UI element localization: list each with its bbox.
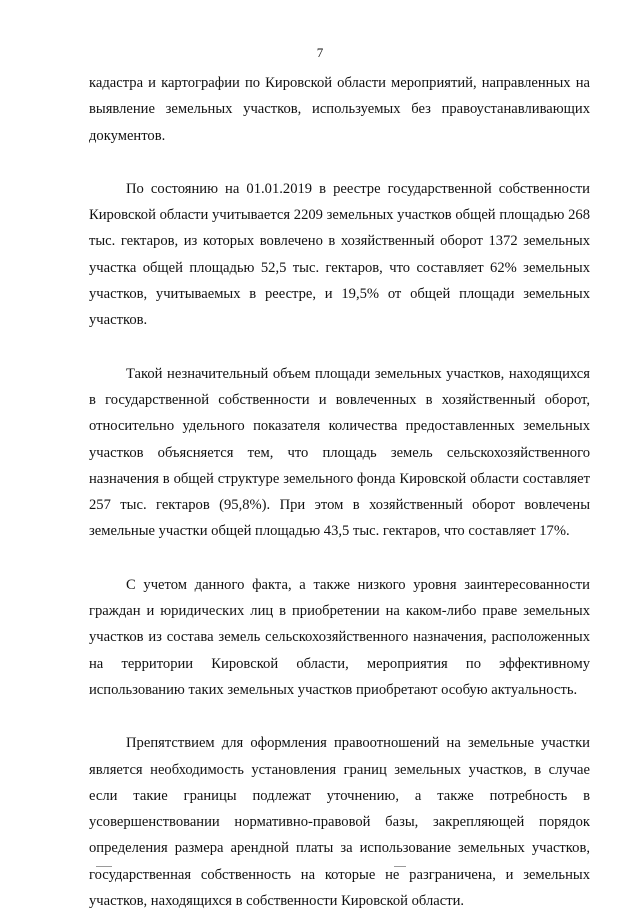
paragraph-area-explanation: Такой незначительный объем площади земельных участков, находящихся в государственной собственности и вовлеченных в хозяйственный оборот, относительно удельного показателя количества предоставленных земельных участков объясняется тем, что площадь земель сельскохозяйственного назначения в общей структуре земельного фонда Кировской области составляет 257 тыс. гектаров (95,8%). При этом в хозяйственный оборот вовлечены земельные участки общей площадью 43,5 тыс. гектаров, что составляет 17%.	[89, 365, 590, 540]
paragraph-relevance: С учетом данного факта, а также низкого уровня заинтересованности граждан и юридических лиц в приобретении на каком-либо праве земельных участков из состава земель сельскохозяйственного назначения, расположенных на территории Кировской области, мероприятия по эффективному использованию таких земельных участков приобретают особую актуальность.	[89, 576, 590, 698]
paragraph-registry-statistics: По состоянию на 01.01.2019 в реестре государственной собственности Кировской области учитывается 2209 земельных участков общей площадью 268 тыс. гектаров, из которых вовлечено в хозяйственный оборот 1372 земельных участка общей площадью 52,5 тыс. гектаров, что составляет 62% земельных участков, учитываемых в реестре, и 19,5% от общей площади земельных участков.	[89, 180, 590, 329]
scan-mark	[394, 866, 406, 867]
scan-mark	[96, 866, 112, 867]
paragraph-continuation: кадастра и картографии по Кировской области мероприятий, направленных на выявление земельных участков, используемых без правоустанавливающих документов.	[89, 75, 590, 144]
page-number: 7	[316, 45, 324, 60]
document-body	[89, 70, 590, 914]
paragraph-obstacles: Препятствием для оформления правоотношений на земельные участки является необходимость установления границ земельных участков, в случае если такие границы подлежат уточнению, а также потребность в усовершенствовании нормативно-правовой базы, закрепляющей порядок определения размера арендной платы за использование земельных участков, государственная собственность на которые не разграничена, и земельных участков, находящихся в собственности Кировской области.	[89, 735, 590, 910]
